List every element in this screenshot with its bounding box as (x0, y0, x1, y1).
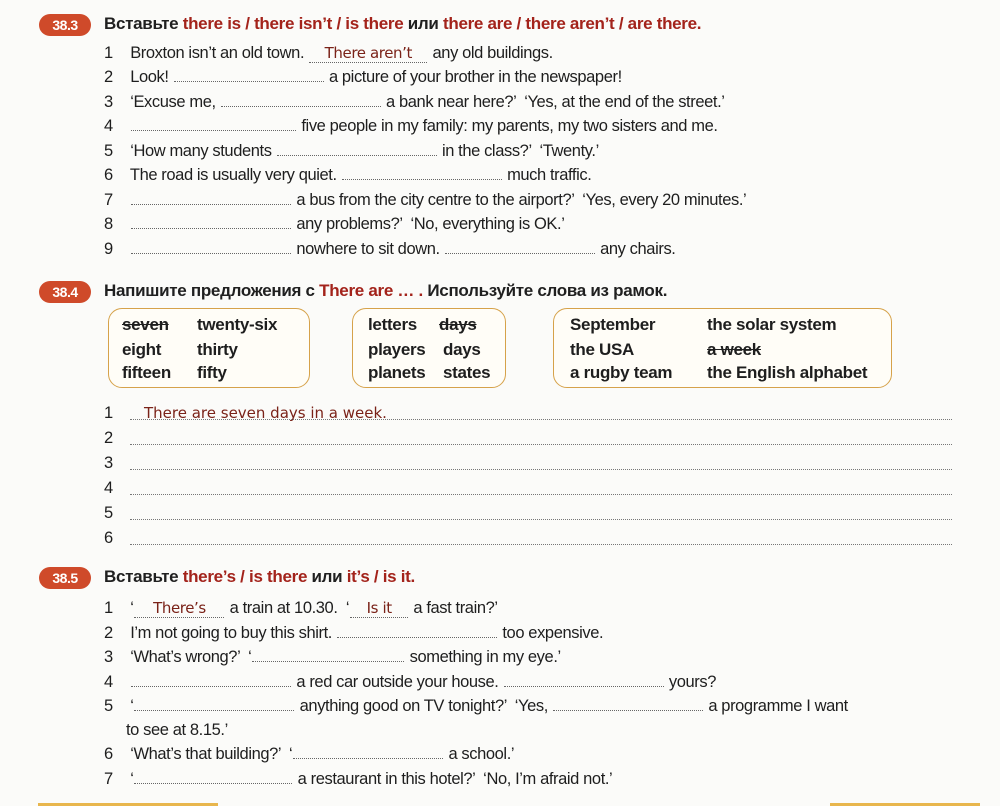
exercise-line (104, 188, 746, 212)
word-box-item: the USA (570, 340, 635, 359)
answer-rule (130, 494, 952, 495)
answer-blank[interactable] (131, 213, 291, 229)
answer-blank[interactable] (131, 115, 296, 131)
line-number: 4 (104, 479, 114, 497)
line-text: a programme I want (708, 697, 848, 715)
line-number: 3 (104, 648, 113, 666)
word-box-item: a week (707, 340, 761, 359)
exercise-line (104, 163, 591, 187)
answer-field[interactable]: There aren’t (309, 44, 427, 63)
exercise-line-continued (126, 718, 228, 742)
line-text: a fast train?’ (413, 599, 498, 617)
line-text: any old buildings. (432, 44, 553, 62)
line-number: 4 (104, 117, 113, 135)
exercise-line (104, 114, 718, 138)
line-text: ‘Excuse me, (130, 93, 216, 111)
instr-highlight: there are / there aren’t / are there. (443, 14, 702, 33)
instr-highlight: it’s / is it. (346, 567, 415, 586)
exercise-line (104, 41, 553, 65)
answer-blank[interactable] (337, 622, 497, 638)
line-text: anything good on TV tonight?’ (299, 697, 507, 715)
word-box-item: players (368, 340, 426, 359)
writing-line[interactable] (104, 501, 113, 525)
answer-blank[interactable] (553, 695, 703, 711)
quote-mark: ‘ (345, 599, 350, 617)
exercise-instruction-38-4 (104, 281, 667, 301)
line-text: a school.’ (448, 745, 515, 763)
word-box-item: the English alphabet (707, 363, 868, 382)
word-box-item: twenty-six (197, 315, 278, 334)
answer-blank[interactable] (504, 671, 664, 687)
exercise-line (104, 670, 716, 694)
line-number: 8 (104, 215, 113, 233)
instr-highlight: there’s / is there (182, 567, 308, 586)
word-box-item: fifteen (122, 363, 171, 382)
quote-mark: ‘ (130, 697, 134, 715)
line-number: 1 (104, 599, 113, 617)
answer-blank[interactable] (293, 743, 443, 759)
line-text: much traffic. (507, 166, 592, 184)
word-box-item: seven (122, 315, 169, 334)
exercise-line (104, 767, 612, 791)
instr-text: Напишите предложения с (104, 281, 320, 300)
answer-blank[interactable] (342, 164, 502, 180)
exercise-instruction-38-5 (104, 567, 415, 587)
line-text: ‘How many students (130, 142, 272, 160)
exercise-badge-38-3: 38.3 (39, 14, 91, 36)
line-number: 1 (104, 44, 113, 62)
exercise-line (104, 694, 848, 718)
line-text: something in my eye.’ (409, 648, 561, 666)
line-number: 3 (104, 93, 113, 111)
line-number: 2 (104, 624, 113, 642)
answer-blank[interactable] (252, 646, 404, 662)
answer-blank[interactable] (445, 238, 595, 254)
exercise-line (104, 596, 498, 620)
exercise-line (104, 212, 564, 236)
written-answer: There are seven days in a week. (144, 404, 387, 422)
line-text: I’m not going to buy this shirt. (130, 624, 332, 642)
line-number: 5 (104, 504, 114, 522)
exercise-badge-38-4: 38.4 (39, 281, 91, 303)
line-number: 5 (104, 697, 113, 715)
answer-blank[interactable] (134, 768, 292, 784)
line-text: in the class?’ (441, 142, 532, 160)
exercise-line (104, 65, 622, 89)
word-box-item: the solar system (707, 315, 837, 334)
line-text: five people in my family: my parents, my two sisters and me. (301, 117, 718, 135)
exercise-badge-38-5: 38.5 (39, 567, 91, 589)
writing-line[interactable] (104, 401, 387, 425)
line-text: ‘Yes, at the end of the street.’ (524, 93, 725, 111)
instr-text: или (403, 14, 444, 33)
instr-highlight: There are … . (319, 281, 423, 300)
quote-mark: ‘ (288, 745, 293, 763)
line-text: ‘Twenty.’ (539, 142, 599, 160)
line-number: 4 (104, 673, 113, 691)
line-number: 1 (104, 404, 114, 422)
answer-blank[interactable] (277, 140, 437, 156)
instr-text: Вставьте (104, 14, 183, 33)
line-text: a bank near here?’ (386, 93, 516, 111)
answer-blank[interactable] (131, 238, 291, 254)
word-box-item: a rugby team (570, 363, 673, 382)
instr-text: Вставьте (104, 567, 183, 586)
line-text: ‘What’s wrong?’ (130, 648, 240, 666)
answer-field[interactable]: Is it (350, 599, 408, 618)
line-text: too expensive. (502, 624, 604, 642)
exercise-instruction-38-3 (104, 14, 701, 34)
word-box-nouns (352, 308, 506, 388)
line-text: ‘Yes, every 20 minutes.’ (582, 191, 747, 209)
line-number: 2 (104, 429, 114, 447)
answer-blank[interactable] (221, 91, 381, 107)
line-number: 5 (104, 142, 113, 160)
writing-line[interactable] (104, 451, 113, 475)
instr-highlight: there is / there isn’t / is there (182, 14, 404, 33)
line-text: Broxton isn’t an old town. (130, 44, 305, 62)
line-number: 6 (104, 166, 113, 184)
answer-rule (130, 544, 952, 545)
answer-field[interactable]: There’s (134, 599, 224, 618)
exercise-line (104, 621, 603, 645)
line-text: a train at 10.30. (229, 599, 338, 617)
word-box-item: days (439, 315, 477, 334)
exercise-line (104, 237, 675, 261)
word-box-item: planets (368, 363, 426, 382)
line-text: ‘Yes, (514, 697, 548, 715)
line-text: a picture of your brother in the newspaper! (328, 68, 622, 86)
answer-blank[interactable] (131, 189, 291, 205)
exercise-line (104, 645, 561, 669)
word-box-item: thirty (197, 340, 238, 359)
word-box-item: eight (122, 340, 162, 359)
answer-blank[interactable] (174, 66, 324, 82)
answer-rule (130, 419, 952, 420)
word-box-item: fifty (197, 363, 227, 382)
word-box-things (553, 308, 892, 388)
answer-rule (130, 519, 952, 520)
line-number: 6 (104, 529, 114, 547)
line-text: Look! (130, 68, 169, 86)
instr-text: Используйте слова из рамок. (422, 281, 668, 300)
line-number: 2 (104, 68, 113, 86)
quote-mark: ‘ (130, 599, 134, 617)
line-text: any chairs. (600, 240, 676, 258)
line-number: 9 (104, 240, 113, 258)
word-box-item: states (443, 363, 491, 382)
answer-rule (130, 444, 952, 445)
line-number: 7 (104, 191, 113, 209)
instr-text: или (307, 567, 347, 586)
answer-blank[interactable] (131, 671, 291, 687)
line-text: a bus from the city centre to the airport?’ (296, 191, 574, 209)
line-text: yours? (668, 673, 716, 691)
line-text: any problems?’ (296, 215, 403, 233)
line-text: ‘No, I’m afraid not.’ (483, 770, 613, 788)
quote-mark: ‘ (248, 648, 252, 666)
line-text: The road is usually very quiet. (129, 166, 337, 184)
writing-line[interactable] (104, 526, 113, 550)
exercise-line (104, 90, 725, 114)
word-box-item: days (443, 340, 481, 359)
word-box-item: letters (368, 315, 417, 334)
line-text: ‘No, everything is OK.’ (410, 215, 565, 233)
quote-mark: ‘ (130, 770, 134, 788)
line-number: 6 (104, 745, 113, 763)
word-box-item: September (570, 315, 656, 334)
answer-blank[interactable] (134, 695, 294, 711)
answer-rule (130, 469, 952, 470)
line-text: nowhere to sit down. (296, 240, 440, 258)
line-number: 7 (104, 770, 113, 788)
line-text: a restaurant in this hotel?’ (297, 770, 475, 788)
line-text: to see at 8.15.’ (126, 721, 228, 739)
line-number: 3 (104, 454, 114, 472)
writing-line[interactable] (104, 426, 113, 450)
writing-line[interactable] (104, 476, 113, 500)
line-text: ‘What’s that building?’ (130, 745, 281, 763)
line-text: a red car outside your house. (296, 673, 499, 691)
word-box-numbers (108, 308, 310, 388)
exercise-line (104, 742, 514, 766)
exercise-line (104, 139, 599, 163)
